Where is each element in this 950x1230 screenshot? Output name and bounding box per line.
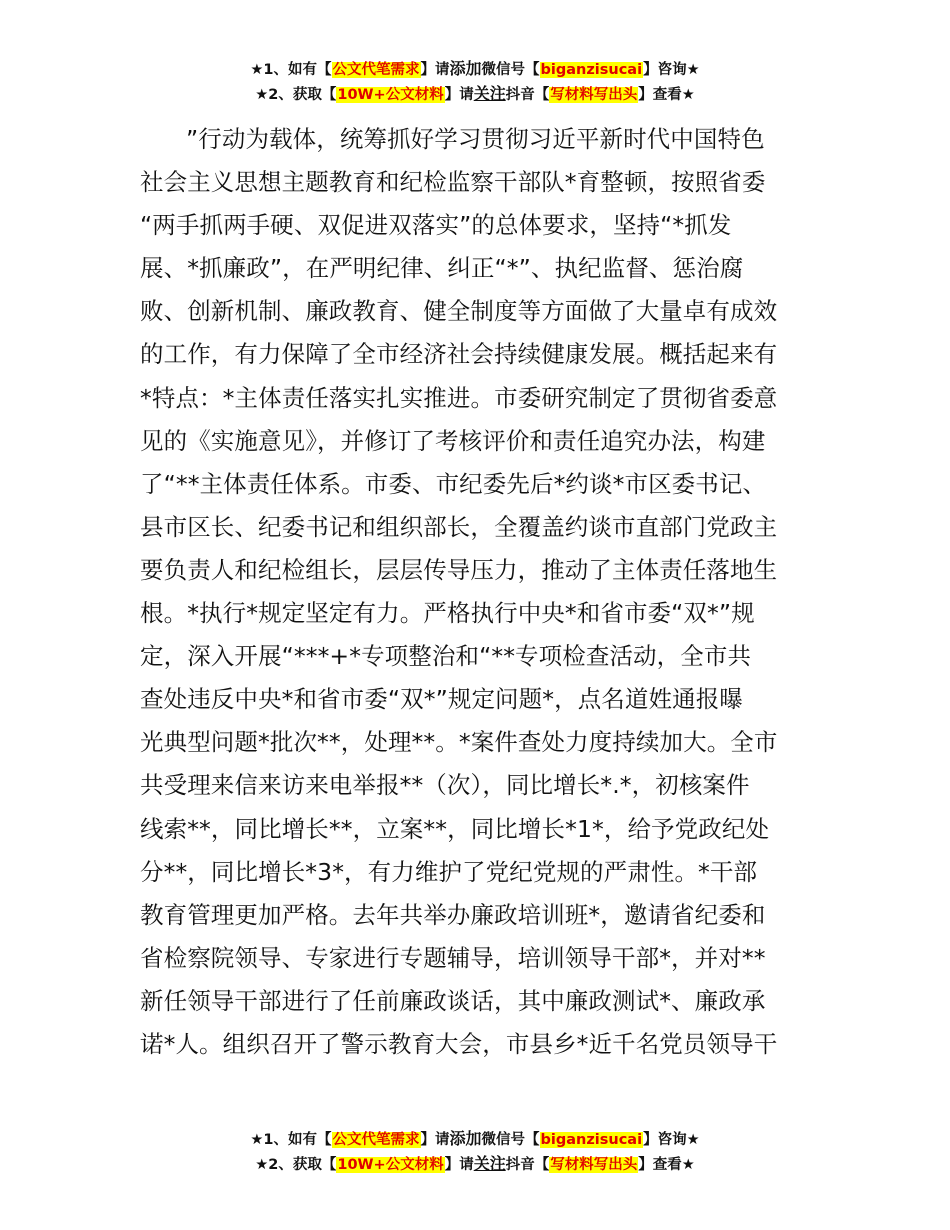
banner-emphasis: 关注	[473, 1154, 506, 1173]
body-line: 县市区长、纪委书记和组织部长，全覆盖约谈市直部门党政主	[140, 512, 778, 541]
body-line: 新任领导干部进行了任前廉政谈话，其中廉政测试*、廉政承	[140, 986, 766, 1015]
banner-text: 微信号【	[481, 62, 540, 78]
banner-text: 】请	[444, 87, 474, 103]
body-line: 教育管理更加严格。去年共举办廉政培训班*，邀请省纪委和	[140, 900, 766, 929]
highlight-materials: 10W+公文材料	[337, 87, 444, 103]
banner-text: 】咨询★	[643, 1132, 700, 1148]
body-line: “两手抓两手硬、双促进双落实”的总体要求，坚持“*抓发	[140, 211, 732, 240]
banner-text: 微信号【	[481, 1132, 540, 1148]
body-line: 社会主义思想主题教育和纪检监察干部队*育整顿，按照省委	[140, 168, 766, 197]
highlight-wechat-id: biganzisucai	[540, 62, 643, 78]
banner-line-1	[0, 57, 950, 82]
banner-text: ★1、如有【	[250, 62, 332, 78]
highlight-ghostwriting: 公文代笔需求	[332, 1132, 420, 1148]
banner-text: 】查看★	[638, 1157, 695, 1173]
body-line: 了“**主体责任体系。市委、市纪委先后*约谈*市区委书记、	[140, 469, 767, 498]
highlight-douyin-account: 写材料写出头	[550, 87, 638, 103]
banner-emphasis: 添加	[449, 59, 482, 78]
body-line: 诺*人。组织召开了警示教育大会，市县乡*近千名党员领导干	[140, 1029, 778, 1058]
body-line: 根。*执行*规定坚定有力。严格执行中央*和省市委“双*”规	[140, 599, 755, 628]
banner-text: 】请	[420, 62, 450, 78]
banner-text: ★2、获取【	[255, 87, 337, 103]
body-line: 展、*抓廉政”，在严明纪律、纠正“*”、执纪监督、惩治腐	[140, 254, 744, 283]
highlight-ghostwriting: 公文代笔需求	[332, 62, 420, 78]
body-line: 线索**，同比增长**，立案**，同比增长*1*，给予党政纪处	[140, 814, 770, 843]
banner-text: 】咨询★	[643, 62, 700, 78]
banner-line-2	[0, 1152, 950, 1177]
body-line: 共受理来信来访来电举报**（次），同比增长*.*，初核案件	[140, 771, 750, 800]
banner-text: 】请	[420, 1132, 450, 1148]
body-line: 要负责人和纪检组长，层层传导压力，推动了主体责任落地生	[140, 555, 778, 584]
banner-line-2	[0, 82, 950, 107]
body-line: 的工作，有力保障了全市经济社会持续健康发展。概括起来有	[140, 340, 778, 369]
highlight-materials: 10W+公文材料	[337, 1157, 444, 1173]
body-line: 查处违反中央*和省市委“双*”规定问题*，点名道姓通报曝	[140, 685, 743, 714]
body-line: 省检察院领导、专家进行专题辅导，培训领导干部*，并对**	[140, 943, 766, 972]
highlight-wechat-id: biganzisucai	[540, 1132, 643, 1148]
body-line: 败、创新机制、廉政教育、健全制度等方面做了大量卓有成效	[140, 297, 778, 326]
highlight-douyin-account: 写材料写出头	[550, 1157, 638, 1173]
banner-text: 抖音【	[505, 87, 550, 103]
banner-emphasis: 添加	[449, 1129, 482, 1148]
body-line: 光典型问题*批次**，处理**。*案件查处力度持续加大。全市	[140, 728, 778, 757]
document-body	[140, 118, 816, 1066]
banner-emphasis: 关注	[473, 84, 506, 103]
body-line: 见的《实施意见》，并修订了考核评价和责任追究办法，构建	[140, 426, 766, 455]
footer-banner	[0, 1127, 950, 1177]
banner-line-1	[0, 1127, 950, 1152]
banner-text: ★1、如有【	[250, 1132, 332, 1148]
banner-text: 抖音【	[505, 1157, 550, 1173]
banner-text: 】请	[444, 1157, 474, 1173]
banner-text: 】查看★	[638, 87, 695, 103]
body-line: 分**，同比增长*3*，有力维护了党纪党规的严肃性。*干部	[140, 857, 758, 886]
body-line: 定，深入开展“***+*专项整治和“**专项检查活动，全市共	[140, 642, 752, 671]
header-banner	[0, 57, 950, 107]
banner-text: ★2、获取【	[255, 1157, 337, 1173]
body-line: ”行动为载体，统筹抓好学习贯彻习近平新时代中国特色	[186, 125, 765, 153]
body-line: *特点：*主体责任落实扎实推进。市委研究制定了贯彻省委意	[140, 383, 778, 412]
